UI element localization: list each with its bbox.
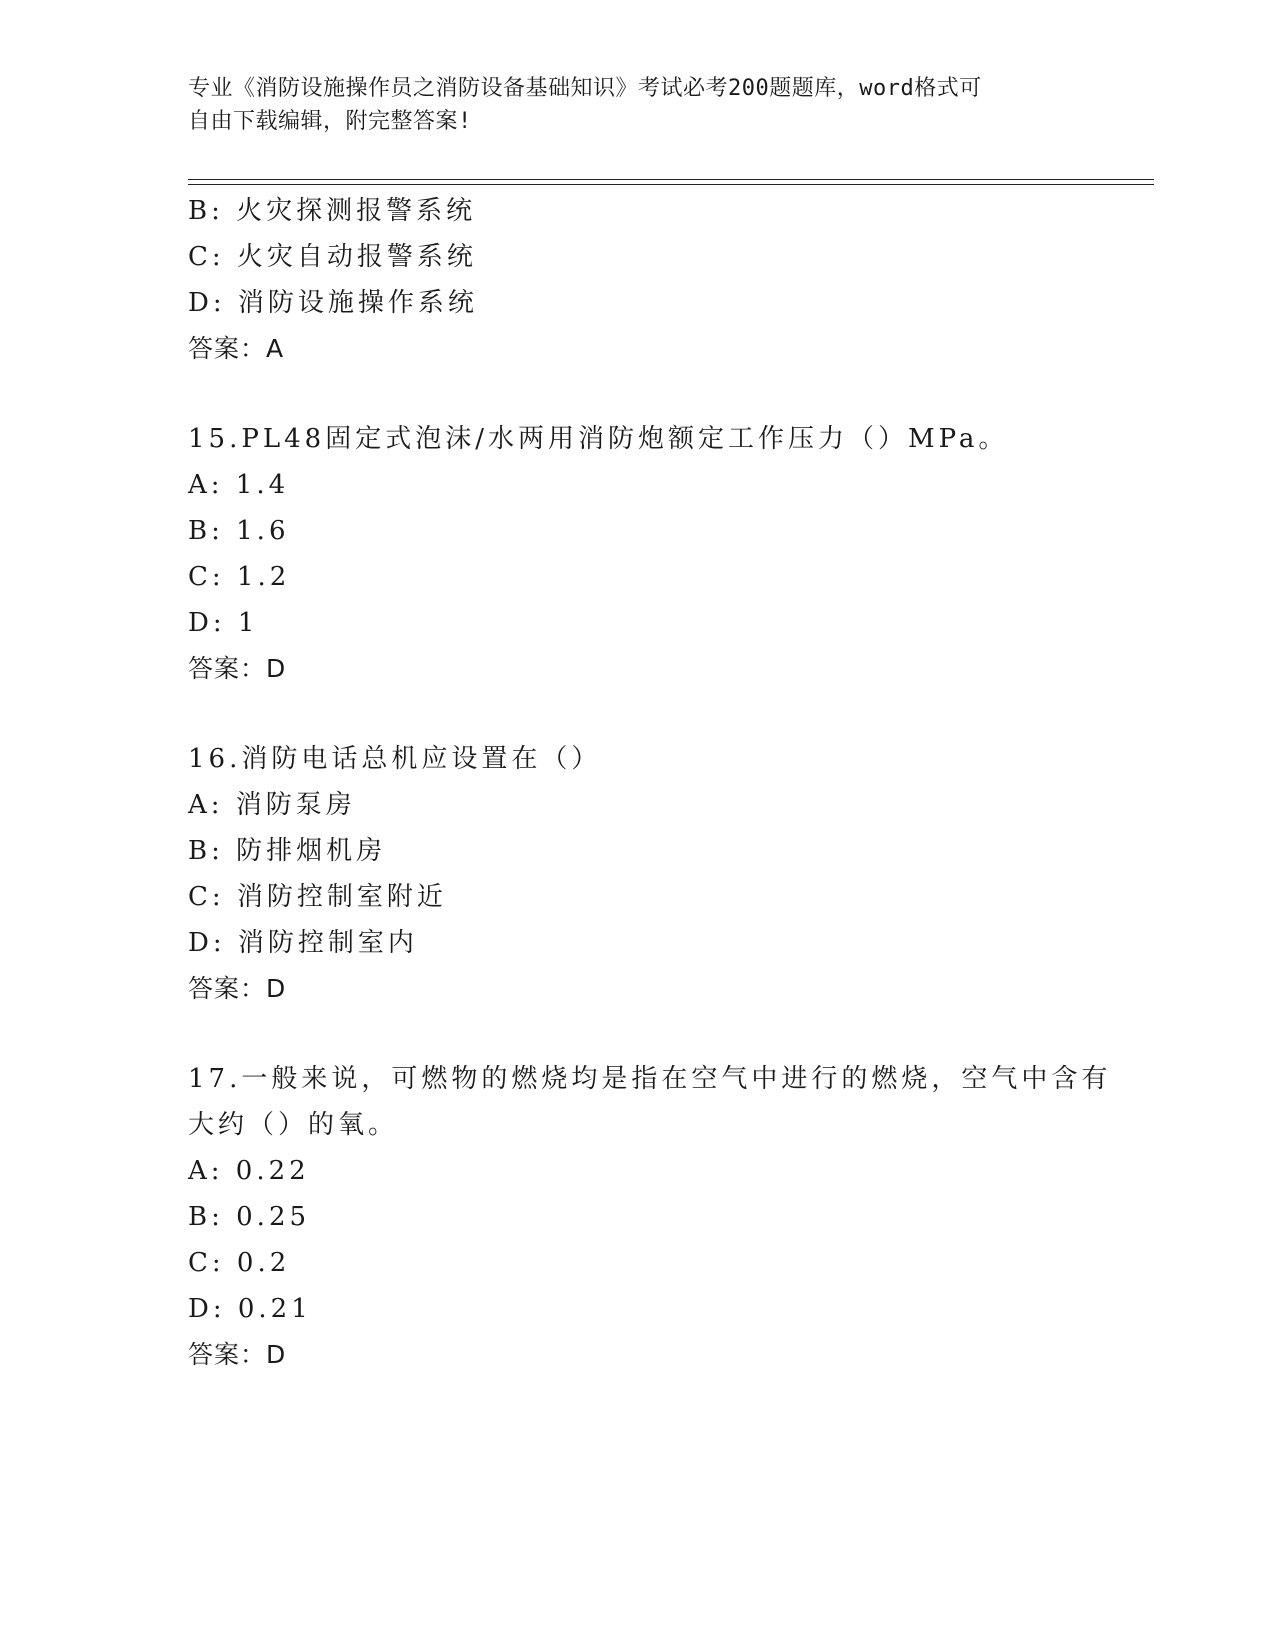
header-divider-top	[188, 179, 1154, 180]
option-b: B: 0.25	[188, 1202, 311, 1232]
option-c: C: 1.2	[188, 562, 291, 592]
option-b: B: 防排烟机房	[188, 836, 387, 866]
option-b: B: 火灾探测报警系统	[188, 196, 477, 226]
option-d: D: 消防控制室内	[188, 928, 418, 958]
header-line-2: 自由下载编辑，附完整答案!	[188, 109, 472, 134]
question-text-line-1: 17.一般来说，可燃物的燃烧均是指在空气中进行的燃烧，空气中含有	[188, 1064, 1112, 1094]
option-c: C: 消防控制室附近	[188, 882, 447, 912]
spacer	[188, 1012, 1088, 1056]
header-divider-bottom	[188, 184, 1154, 185]
question-17	[188, 1056, 1112, 1378]
option-d: D: 消防设施操作系统	[188, 288, 478, 318]
question-15	[188, 416, 1088, 692]
option-c: C: 火灾自动报警系统	[188, 242, 477, 272]
question-text: 15.PL48固定式泡沫/水两用消防炮额定工作压力（）MPa。	[188, 424, 1009, 454]
header-line-1: 专业《消防设施操作员之消防设备基础知识》考试必考200题题库，word格式可	[188, 76, 982, 101]
question-14	[188, 188, 1088, 372]
question-text-line-2: 大约（）的氧。	[188, 1110, 399, 1140]
spacer	[188, 692, 1088, 736]
option-a: A: 消防泵房	[188, 790, 356, 820]
spacer	[188, 372, 1088, 416]
answer: 答案：D	[188, 1340, 287, 1369]
answer: 答案：D	[188, 974, 287, 1003]
question-16	[188, 736, 1088, 1012]
option-b: B: 1.6	[188, 516, 290, 546]
option-a: A: 1.4	[188, 470, 290, 500]
question-text: 16.消防电话总机应设置在（）	[188, 744, 602, 774]
option-d: D: 0.21	[188, 1294, 312, 1324]
document-header	[188, 72, 1068, 138]
answer: 答案：D	[188, 654, 287, 683]
question-list	[188, 188, 1112, 1378]
option-c: C: 0.2	[188, 1248, 291, 1278]
option-d: D: 1	[188, 608, 259, 638]
option-a: A: 0.22	[188, 1156, 310, 1186]
answer: 答案：A	[188, 334, 285, 363]
